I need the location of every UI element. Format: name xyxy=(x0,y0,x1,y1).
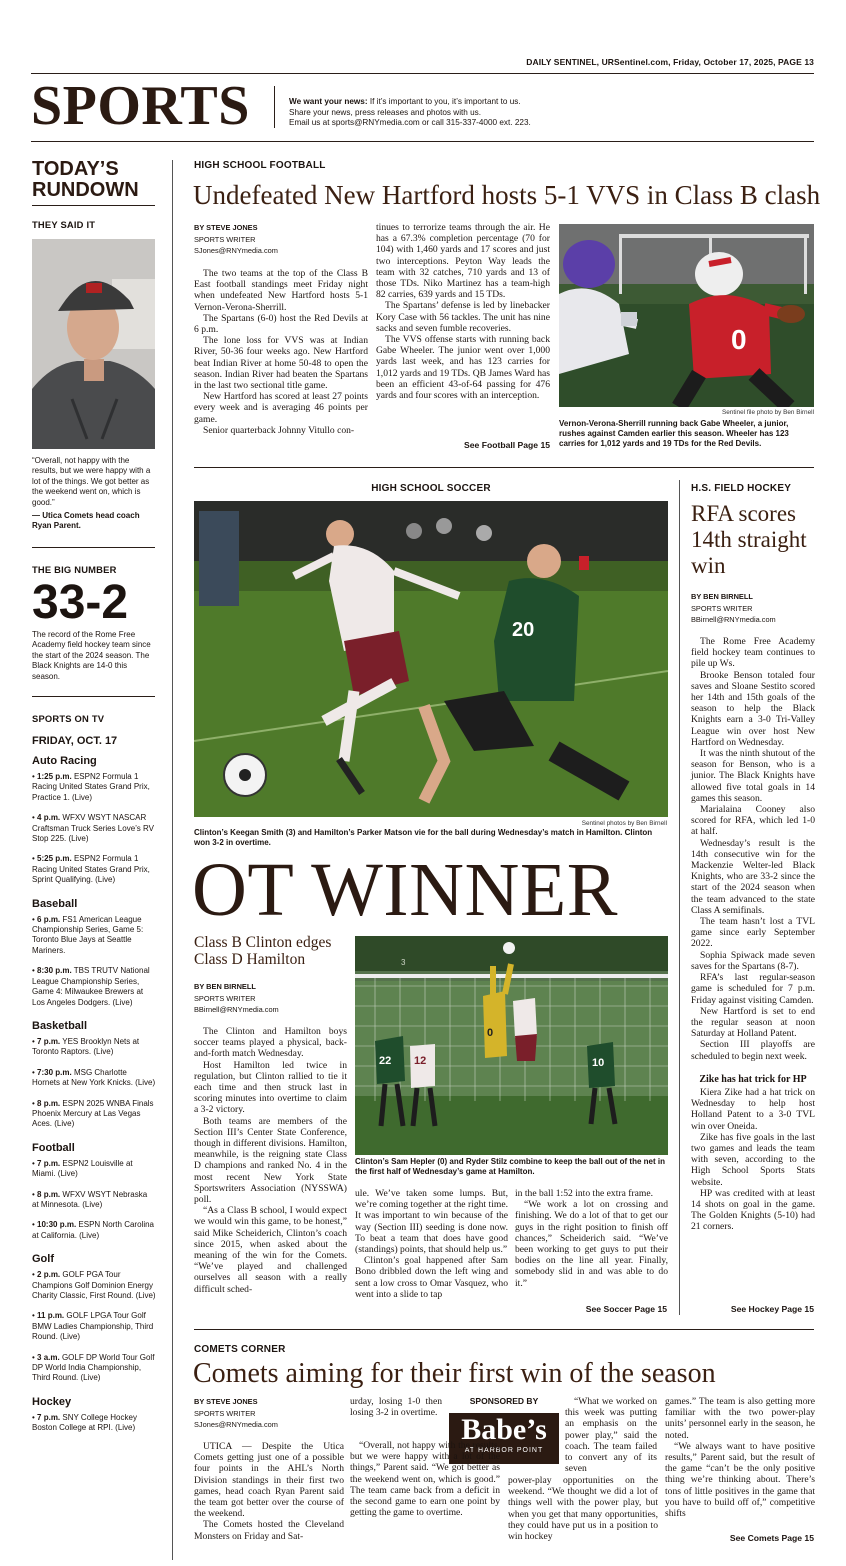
soccer-paragraph: Host Hamilton led twice in regulation, but Clinton rallied to tie it each time and then struck last in scoring minutes into overtime to claim a 3-2 victory. xyxy=(194,1059,347,1116)
hockey-paragraph: Marialaina Cooney also scored for RFA, which led 1-0 at half. xyxy=(691,804,815,838)
tv-listing-item xyxy=(32,1270,156,1301)
hockey-byline-title: SPORTS WRITER xyxy=(691,603,753,613)
hockey-paragraph: The Rome Free Academy field hockey team continues to pile up Ws. xyxy=(691,636,815,670)
hockey-paragraph: Section III playoffs are scheduled to begin next week. xyxy=(691,1039,815,1062)
tv-listing-time: 8 p.m. xyxy=(37,1098,61,1108)
comets-kicker: COMETS CORNER xyxy=(194,1344,286,1355)
soccer-second-jersey-3: 3 xyxy=(401,958,406,967)
tv-listing-text: ESPN2 Formula 1 Racing United States Grand Prix, Sprint Qualifying. (Live) xyxy=(32,854,150,885)
sports-on-tv-date: FRIDAY, OCT. 17 xyxy=(32,735,118,747)
soccer-col-2 xyxy=(355,1188,508,1300)
tv-listing-item xyxy=(32,1190,156,1211)
tv-listing-text: YES Brooklyn Nets at Toronto Raptors. (Live) xyxy=(32,1036,140,1057)
hockey-paragraph: HP was credited with at least 14 shots on goal in the game. The Golden Knights (5-10) had 21 corners. xyxy=(691,1187,815,1233)
comets-paragraph: games.” The team is also getting more familiar with the two power-play units’ personnel early in the season, he noted. xyxy=(665,1396,815,1441)
hockey-subhead: Zike has hat trick for HP xyxy=(699,1073,807,1085)
tv-listing-text: WFXV WSYT NASCAR Craftsman Truck Series Love’s RV Stop 225. (Live) xyxy=(32,813,154,844)
tv-listing-item xyxy=(32,1159,156,1180)
big-number-heading: THE BIG NUMBER xyxy=(32,564,117,575)
hockey-paragraph: RFA’s last regular-season game is scheduled for 7 p.m. Friday against visiting Camden. xyxy=(691,972,815,1006)
tv-listing-item xyxy=(32,1311,156,1342)
comets-col-2-bottom xyxy=(350,1440,500,1518)
tv-listing-time: 7 p.m. xyxy=(37,1158,61,1168)
comets-col-2-top xyxy=(350,1396,442,1418)
page-folio: DAILY SENTINEL, URSentinel.com, Friday, October 17, 2025, PAGE 13 xyxy=(526,57,814,67)
tv-listing-text: GOLF DP World Tour Golf DP World India Championship, Third Round. (Live) xyxy=(32,1352,155,1383)
hockey-jump[interactable]: See Hockey Page 15 xyxy=(730,1304,814,1314)
soccer-byline-title: SPORTS WRITER xyxy=(194,993,256,1003)
comets-paragraph: UTICA — Despite the Utica Comets getting just one of a possible four points in the AHL’s North Division standings in their first two games, head coach Ryan Parent said the team got better over the course of the weekend. xyxy=(194,1441,344,1520)
hockey-byline-name: BY BEN BIRNELL xyxy=(691,592,753,601)
sponsor-name: Babe’s xyxy=(461,1413,547,1446)
tv-listing-text: TBS TRUTV National League Championship Series, Game 4: Milwaukee Brewers at Los Angeles Dodgers. (Live) xyxy=(32,966,150,1007)
soccer-second-jersey-12: 12 xyxy=(414,1055,427,1067)
tv-category-heading: Basketball xyxy=(32,1019,88,1032)
comets-headline: Comets aiming for their first win of the season xyxy=(193,1358,716,1389)
tv-listing-item xyxy=(32,1099,156,1130)
big-number-value: 33-2 xyxy=(32,576,129,629)
tv-listing-time: 8:30 p.m. xyxy=(37,966,72,976)
football-photo xyxy=(559,224,814,407)
football-col-1 xyxy=(194,268,368,436)
comets-col-1 xyxy=(194,1441,344,1542)
bullet-icon: • xyxy=(32,1220,38,1230)
comets-col-4 xyxy=(665,1396,815,1519)
soccer-kicker: HIGH SCHOOL SOCCER xyxy=(371,483,491,494)
tv-listing-time: 2 p.m. xyxy=(37,1270,61,1280)
comets-col-3-bottom xyxy=(508,1475,658,1542)
soccer-paragraph: “As a Class B school, I would expect we would win this game, to be honest,” said Mike Scheiderich, Clinton’s coach since 2015, when asked about the meaning of the win for the Comets. “We’ve played and challenged ourselves all season with a really difficult sched- xyxy=(194,1205,347,1295)
tv-listing-item xyxy=(32,854,156,885)
soccer-jump[interactable]: See Soccer Page 15 xyxy=(585,1304,667,1314)
tv-listing-time: 7 p.m. xyxy=(37,1412,61,1422)
comets-top-rule xyxy=(194,1329,814,1330)
football-jersey-number: 0 xyxy=(731,324,747,355)
hockey-paragraph: The team hasn’t lost a TVL game since early September 2022. xyxy=(691,916,815,950)
comets-paragraph: The Comets hosted the Cleveland Monsters on Friday and Sat- xyxy=(194,1519,344,1542)
hockey-byline-email: BBirnell@RNYmedia.com xyxy=(691,615,776,624)
football-bottom-rule xyxy=(194,467,814,468)
soccer-paragraph: in the ball 1:52 into the extra frame. xyxy=(515,1188,653,1199)
tv-listing-time: 8 p.m. xyxy=(37,1189,61,1199)
tv-listing-text: ESPN2 Louisville at Miami. (Live) xyxy=(32,1158,133,1179)
big-number-rule xyxy=(32,696,155,697)
hockey-byline xyxy=(691,591,816,626)
football-paragraph: The Spartans’ defense is led by linebacker Kory Case with 56 tackles. The unit has nine sacks and seven fumble recoveries. xyxy=(376,300,550,334)
hockey-headline: RFA scores 14th straight win xyxy=(691,501,807,578)
comets-byline-email: SJones@RNYmedia.com xyxy=(194,1420,278,1429)
football-byline-email: SJones@RNYmedia.com xyxy=(194,246,278,255)
hockey-paragraph: It was the ninth shutout of the season for Benson, who is a junior. The Black Knights have allowed five total goals in 14 games this season. xyxy=(691,748,815,804)
football-col-2 xyxy=(376,222,550,401)
rundown-title xyxy=(32,159,162,201)
tv-listing-time: 3 a.m. xyxy=(37,1352,60,1362)
hockey-divider xyxy=(679,480,680,1315)
comets-paragraph: “What we worked on this week was putting an emphasis on the power play,” said the coach. The team failed to convert any of its seven xyxy=(565,1396,657,1475)
tv-listing-text: GOLF PGA Tour Champions Golf Dominion Energy Charity Classic, First Round. (Live) xyxy=(32,1270,156,1300)
header-top-rule xyxy=(31,73,814,74)
hockey-paragraph: Kiera Zike had a hat trick on Wednesday to help host Holland Patent to a 3-0 TVL win over Oneida. xyxy=(691,1086,815,1132)
tv-listing-item xyxy=(32,1068,156,1089)
tv-category-heading: Baseball xyxy=(32,897,78,910)
soccer-subhead: Class B Clinton edges Class D Hamilton xyxy=(194,934,332,968)
rundown-rule xyxy=(32,205,155,206)
header-bottom-rule xyxy=(31,141,814,142)
tv-listing-text: ESPN2 Formula 1 Racing United States Grand Prix, Practice 1. (Live) xyxy=(32,772,150,802)
bullet-icon: • xyxy=(32,1036,38,1046)
soccer-paragraph: Both teams are members of the Section III’s Center State Conference, though in different divisions. Hamilton, meanwhile, is the reigning state Class D champions and ranked No. 4 in the most recent New York State Sportswriters Association (NYSSWA) poll. xyxy=(194,1115,347,1206)
football-photo-credit: Sentinel file photo by Ben Birnell xyxy=(721,409,814,416)
tv-listing-time: 11 p.m. xyxy=(37,1311,65,1321)
sidebar-divider xyxy=(172,160,173,1560)
news-line-3: Email us at sports@RNYmedia.com or call 315-337-4000 ext. 223. xyxy=(289,118,531,128)
sponsor-label: SPONSORED BY xyxy=(469,1396,539,1406)
section-title: SPORTS xyxy=(31,75,250,137)
tv-listing-time: 7 p.m. xyxy=(37,1036,61,1046)
sports-on-tv-heading: SPORTS ON TV xyxy=(32,713,105,724)
tv-listing-item xyxy=(32,1220,156,1241)
bullet-icon: • xyxy=(32,1352,38,1362)
tv-listing-text: WFXV WSYT Nebraska at Minnesota. (Live) xyxy=(32,1189,148,1209)
comets-col-3-top xyxy=(565,1396,657,1474)
football-paragraph: tinues to terrorize teams through the air. He has a 67.3% completion percentage (70 for 104) with 1,460 yards and 17 scores and just two interceptions. Peyton Way leads the team with 32 catches, 710 yards and 13 of those TDs. Niko Martinez has a team-high 82 carries, 639 yards and 15 TDs. xyxy=(376,222,550,301)
sponsor-tag: AT HARBOR POINT xyxy=(464,1447,544,1454)
soccer-byline-email: BBirnell@RNYmedia.com xyxy=(194,1005,279,1014)
hockey-paragraph: Zike has five goals in the last two games and leads the team with seven, according to the High School Sports Stats website. xyxy=(691,1131,815,1188)
rundown-title-line2: RUNDOWN xyxy=(32,179,139,201)
tv-listing-time: 7:30 p.m. xyxy=(37,1067,72,1077)
comets-paragraph: urday, losing 1-0 then losing 3-2 in overtime. xyxy=(350,1396,442,1419)
tv-listing-item xyxy=(32,915,156,957)
bullet-icon: • xyxy=(32,772,38,781)
bullet-icon: • xyxy=(32,813,38,823)
bullet-icon: • xyxy=(32,1189,38,1199)
soccer-main-caption: Clinton’s Keegan Smith (3) and Hamilton’s Parker Matson vie for the ball during Wednesday’s match in Hamilton. Clinton won 3-2 in overtime. xyxy=(194,828,653,848)
tv-listing-text: ESPN North Carolina at California. (Live) xyxy=(32,1220,154,1240)
football-jump[interactable]: See Football Page 15 xyxy=(464,440,550,450)
bullet-icon: • xyxy=(32,1067,38,1077)
football-headline: Undefeated New Hartford hosts 5-1 VVS in Class B clash xyxy=(193,180,821,210)
header-divider xyxy=(274,86,275,128)
tv-listing-text: ESPN 2025 WNBA Finals Phoenix Mercury at Las Vegas Aces. (Live) xyxy=(32,1098,154,1129)
tv-listing-item xyxy=(32,1413,156,1434)
tv-category-heading: Hockey xyxy=(32,1395,72,1408)
bullet-icon: • xyxy=(32,1311,38,1321)
hockey-paragraph: Brooke Benson totaled four saves and Sloane Sestito scored her 14th and 15th goals of the season to help the Black Knights earn a 3-0 Tri-Valley League win over host New Hartford on Wednesday. xyxy=(691,669,815,748)
bullet-icon: • xyxy=(32,854,38,864)
soccer-byline-name: BY BEN BIRNELL xyxy=(194,982,256,991)
football-byline-name: BY STEVE JONES xyxy=(194,223,258,232)
tv-listing-item xyxy=(32,813,156,844)
soccer-main-jersey-20: 20 xyxy=(512,619,535,641)
big-number-description: The record of the Rome Free Academy field hockey team since the start of the 2024 season. The Black Knights are 14-0 this season. xyxy=(32,630,151,681)
tv-listings xyxy=(32,743,156,1444)
soccer-col-1 xyxy=(194,1026,347,1295)
soccer-paragraph: “We work a lot on crossing and finishing. We do a lot of that to get our guys in the right position to finish off chances,” Scheiderich said. “We’ve been working to get guys to put their bodies on the line all year. Finally, somebody slid in and was able to do it.” xyxy=(515,1199,668,1289)
tv-listing-text: FS1 American League Championship Series, Game 5: Toronto Blue Jays at Seattle Mariners. xyxy=(32,914,144,955)
soccer-headline: OT WINNER xyxy=(192,848,618,932)
football-paragraph: The lone loss for VVS was at Indian River, 50-36 four weeks ago. New Hartford beat Indian River at home 50-48 to open the season. Indian River had beaten the Spartans in the last two sectional title game. xyxy=(194,335,368,392)
they-said-it-rule xyxy=(32,547,155,548)
comets-byline xyxy=(194,1396,344,1431)
soccer-second-jersey-22: 22 xyxy=(379,1055,392,1067)
tv-listing-item xyxy=(32,1037,156,1058)
rundown-title-line1: TODAY’S xyxy=(32,158,119,180)
soccer-paragraph: The Clinton and Hamilton boys soccer teams played a physical, back-and-forth match Wednesday. xyxy=(194,1026,347,1060)
football-paragraph: The two teams at the top of the Class B East football standings meet Friday night when undefeated New Hartford hosts 5-1 Vernon-Verona-Sherrill. xyxy=(194,268,368,313)
they-said-it-quote: “Overall, not happy with the results, but we were happy with a lot of the things. We got better as the weekend went on, which is good.” xyxy=(32,456,151,507)
bullet-icon: • xyxy=(32,914,38,924)
tv-listing-item xyxy=(32,1353,156,1384)
football-byline xyxy=(194,222,364,257)
they-said-it-heading: THEY SAID IT xyxy=(32,219,96,230)
soccer-col-3 xyxy=(515,1188,668,1289)
hockey-paragraph: Sophia Spiwack made seven saves for the Spartans (8-7). xyxy=(691,949,815,972)
soccer-main-photo xyxy=(194,501,668,817)
hockey-kicker: H.S. FIELD HOCKEY xyxy=(691,483,792,494)
news-line-1: If it’s important to you, it’s important to us. xyxy=(369,97,521,106)
news-lead: We want your news: xyxy=(289,97,368,106)
comets-byline-name: BY STEVE JONES xyxy=(194,1397,258,1406)
tv-listing-text: SNY College Hockey Boston College at RPI. (Live) xyxy=(32,1412,137,1433)
tv-listing-text: GOLF LPGA Tour Golf BMW Ladies Championship, Third Round. (Live) xyxy=(32,1311,154,1342)
hockey-body xyxy=(691,636,815,1233)
tv-category-heading: Auto Racing xyxy=(32,755,97,767)
football-paragraph: The VVS offense starts with running back Gabe Wheeler. The junior went over 1,000 yards last week, and has 123 carries for 1,012 yards and 19 TDs. QB James Ward has been an efficient 43-of-64 passing for 476 yards and four scores with an interception. xyxy=(376,334,550,402)
soccer-second-photo xyxy=(355,936,668,1155)
football-kicker: HIGH SCHOOL FOOTBALL xyxy=(194,160,326,171)
comets-paragraph: “Overall, not happy with the results, but we were happy with a lot of the things,” Parent said. “We got better as the weekend went on, which is good.” The team came back from a deficit in the second game to earn one point by getting the game to overtime. xyxy=(350,1440,500,1519)
soccer-second-caption: Clinton’s Sam Hepler (0) and Ryder Stilz combine to keep the ball out of the net in the first half of Wednesday’s game at Hamilton. xyxy=(355,1157,665,1177)
comets-byline-title: SPORTS WRITER xyxy=(194,1408,256,1418)
bullet-icon: • xyxy=(32,1270,38,1280)
soccer-photo-credit: Sentinel photos by Ben Birnell xyxy=(581,820,667,827)
tv-category-heading: Football xyxy=(32,1141,75,1154)
news-submission-box xyxy=(289,97,589,129)
tv-listing-time: 5:25 p.m. xyxy=(37,854,72,864)
soccer-second-jersey-10: 10 xyxy=(592,1057,605,1069)
comets-paragraph: power-play opportunities on the weekend. “We thought we did a lot of things well with the power play, but when you get that many opportunities, they could have put us in a position to win hockey xyxy=(508,1475,658,1543)
tv-listing-item xyxy=(32,772,156,803)
bullet-icon: • xyxy=(32,1098,38,1108)
football-byline-title: SPORTS WRITER xyxy=(194,234,256,244)
tv-listing-time: 4 p.m. xyxy=(37,813,61,823)
tv-listing-item xyxy=(32,966,156,1008)
bullet-icon: • xyxy=(32,966,38,976)
football-photo-caption: Vernon-Verona-Sherrill running back Gabe Wheeler, a junior, rushes against Camden earlier this season. Wheeler has 123 carries for 1,012 yards and 19 TDs for the Red Devils. xyxy=(559,419,789,449)
tv-listing-time: 1:25 p.m. xyxy=(37,772,72,781)
tv-listing-time: 10:30 p.m. xyxy=(37,1220,77,1230)
tv-listing-time: 6 p.m. xyxy=(37,914,61,924)
tv-listing-text: MSG Charlotte Hornets at New York Knicks. (Live) xyxy=(32,1067,156,1088)
comets-jump[interactable]: See Comets Page 15 xyxy=(729,1533,814,1543)
news-line-2: Share your news, press releases and photos with us. xyxy=(289,107,482,117)
they-said-it-attribution: — Utica Comets head coach Ryan Parent. xyxy=(32,511,140,531)
coach-photo xyxy=(32,239,155,449)
hockey-paragraph: New Hartford is set to end the regular season at noon Saturday at Holland Patent. xyxy=(691,1005,815,1040)
football-paragraph: New Hartford has scored at least 27 points every week and is averaging 46 points per game. xyxy=(194,391,368,425)
tv-category-heading: Golf xyxy=(32,1253,54,1266)
comets-paragraph: “We always want to have positive results,” Parent said, but the result of the game “can’t be the only positive thing we’re thinking about. There’s tons of little positives in the game that you have to build off of,” competitive shifts xyxy=(665,1440,815,1520)
bullet-icon: • xyxy=(32,1412,38,1422)
football-paragraph: Senior quarterback Johnny Vitullo con- xyxy=(203,424,355,436)
soccer-byline xyxy=(194,981,350,1016)
bullet-icon: • xyxy=(32,1158,38,1168)
hockey-paragraph: Wednesday’s result is the 14th consecutive win for the Mackenzie Welter-led Black Knights, who are 33-2 since the start of the 2024 season when the team advanced to the state Class A semifinals. xyxy=(691,837,815,916)
football-paragraph: The Spartans (6-0) host the Red Devils at 6 p.m. xyxy=(194,312,368,336)
soccer-paragraph: Clinton’s goal happened after Sam Bono dribbled down the left wing and sent a low cross to Omar Vasquez, who went into a slide to tap xyxy=(355,1255,508,1300)
soccer-paragraph: ule. We’ve taken some lumps. But, we’re coming together at the right time. It was important to win because of the way (Section III) seeding is done now. To beat a team that does have good (standings) points, that should help us.” xyxy=(355,1188,508,1256)
soccer-keeper-jersey-0: 0 xyxy=(487,1027,494,1039)
